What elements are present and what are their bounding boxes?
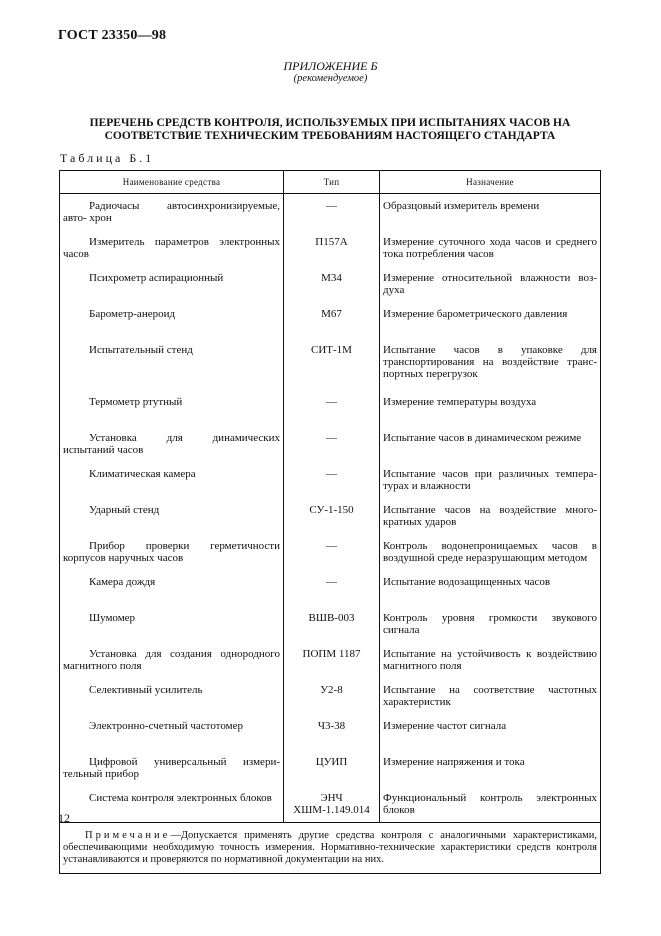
- cell-name: [60, 266, 284, 302]
- cell-name: [60, 606, 284, 642]
- cell-name-text: Барометр-анероид: [89, 307, 176, 320]
- cell-name-text: Прибор проверки герметичности корпусов наручных часов: [63, 539, 280, 564]
- cell-name-text: Селективный усилитель: [89, 683, 203, 696]
- control-means-table: [59, 170, 601, 874]
- cell-name: [60, 462, 284, 498]
- cell-name-text: Камера дождя: [89, 575, 156, 588]
- table-row: [60, 678, 601, 714]
- table-row: [60, 194, 601, 230]
- cell-name-text: Электронно-счетный частотомер: [89, 719, 243, 732]
- cell-type: ЭНЧ ХШМ-1.149.014: [284, 786, 380, 823]
- cell-name: [60, 642, 284, 678]
- cell-purpose: Измерение напряжения и тока: [380, 750, 601, 786]
- table-row: [60, 570, 601, 606]
- table-row: [60, 426, 601, 462]
- cell-purpose: Испытание часов при различных темпера- турах и влажности: [380, 462, 601, 498]
- cell-type: —: [284, 534, 380, 570]
- cell-name-text: Система контроля электронных блоков: [89, 791, 272, 804]
- cell-type: СУ-1-150: [284, 498, 380, 534]
- table-row: [60, 606, 601, 642]
- cell-type: Ч3-38: [284, 714, 380, 750]
- cell-name: [60, 230, 284, 266]
- cell-purpose: Испытание водозащищенных часов: [380, 570, 601, 606]
- cell-name-text: Измеритель параметров электронных часов: [63, 235, 280, 260]
- column-header-type: Тип: [284, 171, 380, 194]
- cell-purpose: Образцовый измеритель времени: [380, 194, 601, 230]
- cell-name-text: Термометр ртутный: [89, 395, 183, 408]
- cell-name: [60, 750, 284, 786]
- document-title: [60, 117, 600, 143]
- table-note: [60, 823, 601, 874]
- cell-name: [60, 194, 284, 230]
- cell-type: —: [284, 426, 380, 462]
- cell-type: СИТ-1М: [284, 338, 380, 390]
- table-row: [60, 390, 601, 426]
- cell-name: [60, 714, 284, 750]
- cell-type: —: [284, 390, 380, 426]
- cell-name-text: Шумомер: [89, 611, 136, 624]
- note-label: Примечание: [85, 830, 171, 842]
- cell-name-text: Установка для создания однородного магнитного поля: [63, 647, 280, 672]
- appendix-heading: [0, 60, 661, 85]
- cell-type: М67: [284, 302, 380, 338]
- appendix-title: ПРИЛОЖЕНИЕ Б: [283, 59, 378, 73]
- cell-purpose: Испытание часов в динамическом режиме: [380, 426, 601, 462]
- cell-type: У2-8: [284, 678, 380, 714]
- cell-name-text: Радиочасы автосинхронизируемые, авто- хрон: [63, 200, 280, 225]
- cell-purpose: Измерение частот сигнала: [380, 714, 601, 750]
- cell-name: [60, 786, 284, 823]
- cell-purpose: Испытание на соответствие частотных характеристик: [380, 678, 601, 714]
- cell-name-text: Установка для динамических испытаний часов: [63, 431, 280, 456]
- table-row: [60, 498, 601, 534]
- cell-name: [60, 426, 284, 462]
- cell-purpose: Испытание на устойчивость к воздействию магнитного поля: [380, 642, 601, 678]
- cell-type: ЦУИП: [284, 750, 380, 786]
- cell-purpose: Измерение суточного хода часов и среднего тока потребления часов: [380, 230, 601, 266]
- table-row: [60, 534, 601, 570]
- page-number: 12: [58, 811, 70, 825]
- cell-name-text: Цифровой универсальный измери- тельный прибор: [63, 755, 280, 780]
- table-header-row: [60, 171, 601, 194]
- cell-name: [60, 678, 284, 714]
- cell-name: [60, 498, 284, 534]
- cell-type: —: [284, 570, 380, 606]
- cell-type: П157А: [284, 230, 380, 266]
- cell-name: [60, 390, 284, 426]
- cell-name: [60, 302, 284, 338]
- document-title-line-1: ПЕРЕЧЕНЬ СРЕДСТВ КОНТРОЛЯ, ИСПОЛЬЗУЕМЫХ ПРИ ИСПЫТАНИЯХ ЧАСОВ НА: [89, 117, 571, 129]
- cell-name-text: Климатическая камера: [89, 467, 196, 480]
- cell-purpose: Контроль уровня громкости звукового сигнала: [380, 606, 601, 642]
- cell-type: ПОПМ 1187: [284, 642, 380, 678]
- standard-header: ГОСТ 23350—98: [58, 28, 167, 43]
- cell-name-text: Психрометр аспирационный: [89, 271, 224, 284]
- cell-purpose: Испытание часов в упаковке для транспортирования на воздействие транс- портных перегрузок: [380, 338, 601, 390]
- cell-name: [60, 570, 284, 606]
- cell-purpose: Измерение температуры воздуха: [380, 390, 601, 426]
- cell-type: М34: [284, 266, 380, 302]
- cell-name: [60, 534, 284, 570]
- cell-name-text: Испытательный стенд: [89, 343, 193, 356]
- cell-purpose: Контроль водонепроницаемых часов в воздушной среде неразрушающим методом: [380, 534, 601, 570]
- table-row: [60, 230, 601, 266]
- cell-purpose: Испытание часов на воздействие много- кратных ударов: [380, 498, 601, 534]
- table-caption: Таблица Б.1: [60, 151, 155, 165]
- document-title-line-2: СООТВЕТСТВИЕ ТЕХНИЧЕСКИМ ТРЕБОВАНИЯМ НАСТОЯЩЕГО СТАНДАРТА: [104, 130, 556, 143]
- cell-type: —: [284, 194, 380, 230]
- table-row: [60, 266, 601, 302]
- note-text: —Допускается применять другие средства контроля с аналогичными характеристиками, обеспечивающими необходимую точность измерения. Нормативно-технические характеристики средств контроля устанавливаются и проверяются по нормативной документации на них.: [63, 830, 597, 866]
- table-row: [60, 642, 601, 678]
- table-row: [60, 462, 601, 498]
- cell-purpose: Измерение барометрического давления: [380, 302, 601, 338]
- column-header-name: Наименование средства: [60, 171, 284, 194]
- table-row: [60, 714, 601, 750]
- cell-type: ВШВ-003: [284, 606, 380, 642]
- cell-purpose: Функциональный контроль электронных блоков: [380, 786, 601, 823]
- cell-purpose: Измерение относительной влажности воз- духа: [380, 266, 601, 302]
- table-row: [60, 302, 601, 338]
- column-header-purpose: Назначение: [380, 171, 601, 194]
- cell-type: —: [284, 462, 380, 498]
- table-note-row: [60, 823, 601, 874]
- table-row: [60, 750, 601, 786]
- table-body: [60, 194, 601, 823]
- table-row: [60, 338, 601, 390]
- appendix-subtitle: (рекомендуемое): [293, 73, 368, 85]
- table-row: [60, 786, 601, 823]
- cell-name-text: Ударный стенд: [89, 503, 160, 516]
- cell-name: [60, 338, 284, 390]
